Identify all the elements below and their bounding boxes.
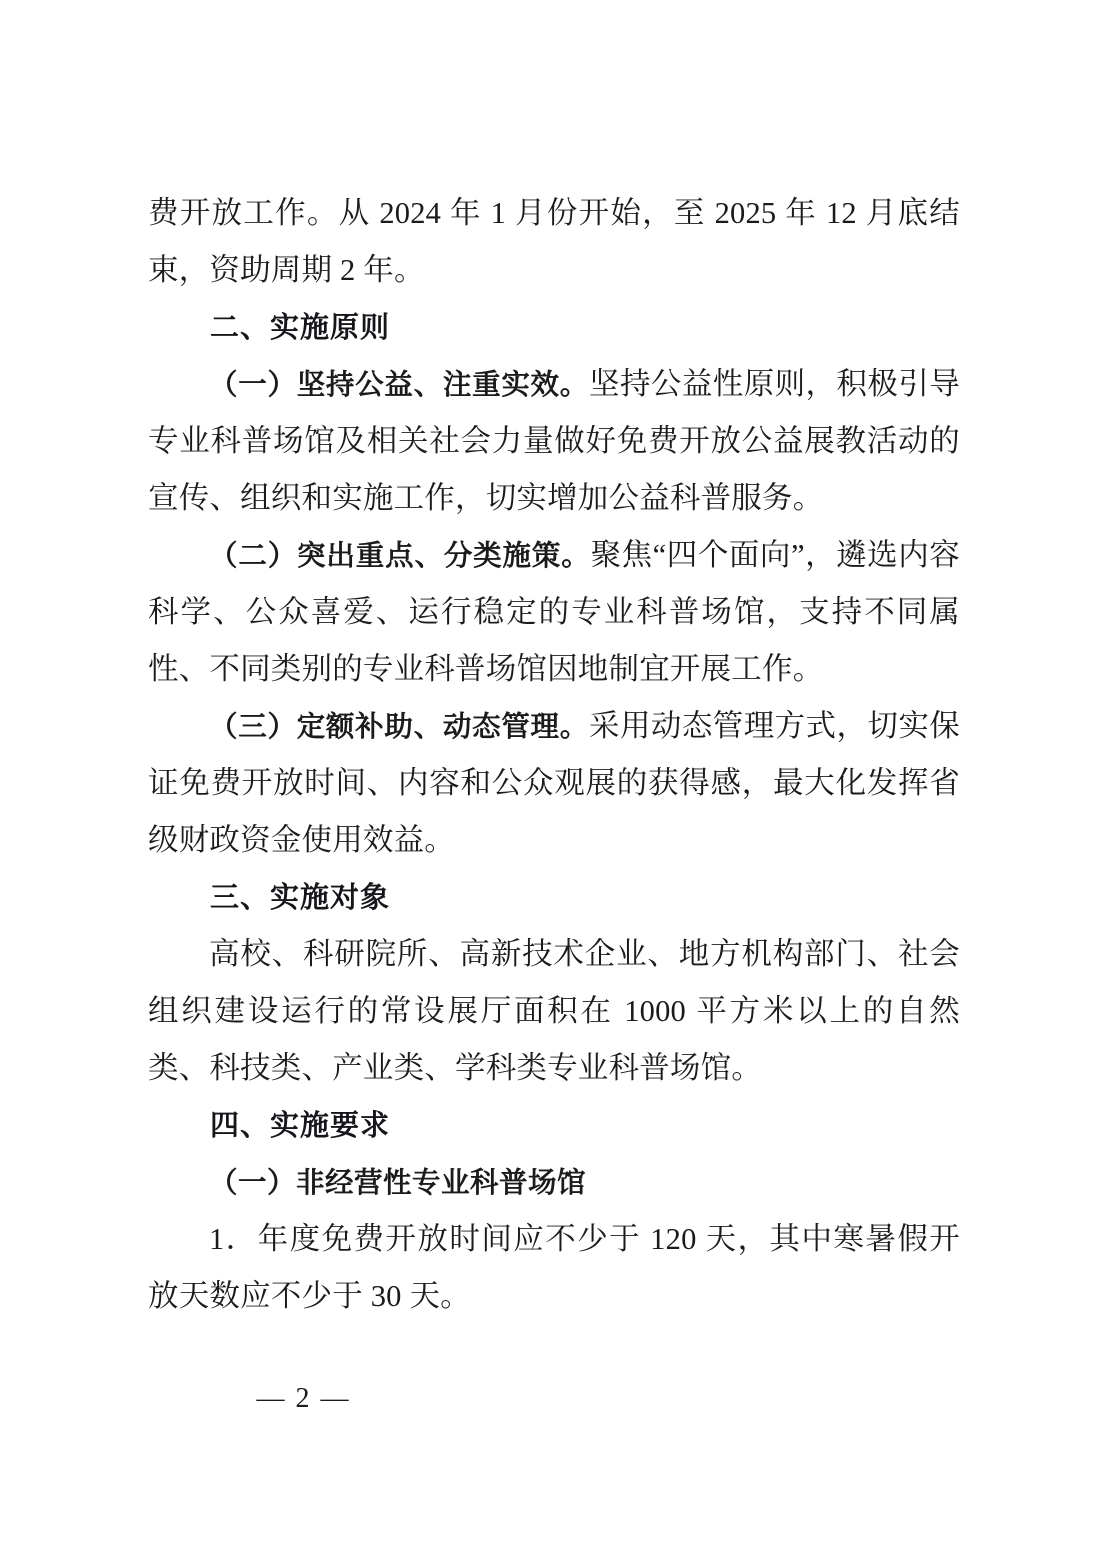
page-number-text: — 2 — — [256, 1383, 351, 1414]
section-heading-targets: 三、实施对象 — [210, 880, 391, 914]
document-body — [148, 185, 960, 1325]
requirement-subheading-noncommercial: （一）非经营性专业科普场馆 — [209, 1166, 587, 1199]
requirement-item-1: 1．年度免费开放时间应不少于 120 天，其中寒暑假开放天数应不少于 30 天。 — [148, 1222, 960, 1313]
targets-paragraph: 高校、科研院所、高新技术企业、地方机构部门、社会组织建设运行的常设展厅面积在 1000 平方米以上的自然类、科技类、产业类、学科类专业科普场馆。 — [148, 937, 960, 1085]
principle-item-2-lead: （二）突出重点、分类施策。 — [209, 539, 591, 572]
section-heading-requirements: 四、实施要求 — [210, 1108, 391, 1142]
principle-item-1-text: 坚持公益性原则，积极引导专业科普场馆及相关社会力量做好免费开放公益展教活动的宣传、组织和实施工作，切实增加公益科普服务。 — [148, 367, 960, 515]
principle-item-1 — [148, 356, 960, 527]
principle-item-3-lead: （三）定额补助、动态管理。 — [209, 710, 590, 743]
paragraph-continuation: 费开放工作。从 2024 年 1 月份开始，至 2025 年 12 月底结束，资助周期 2 年。 — [148, 196, 960, 287]
principle-item-1-lead: （一）坚持公益、注重实效。 — [209, 368, 590, 401]
principle-item-3 — [148, 698, 960, 869]
page-number — [0, 1383, 1102, 1415]
principle-item-3-text: 采用动态管理方式，切实保证免费开放时间、内容和公众观展的获得感，最大化发挥省级财政资金使用效益。 — [148, 709, 960, 857]
section-heading-principles: 二、实施原则 — [210, 310, 391, 344]
principle-item-2 — [148, 527, 960, 698]
principle-item-2-text: 聚焦“四个面向”，遴选内容科学、公众喜爱、运行稳定的专业科普场馆，支持不同属性、不同类别的专业科普场馆因地制宜开展工作。 — [148, 538, 960, 686]
